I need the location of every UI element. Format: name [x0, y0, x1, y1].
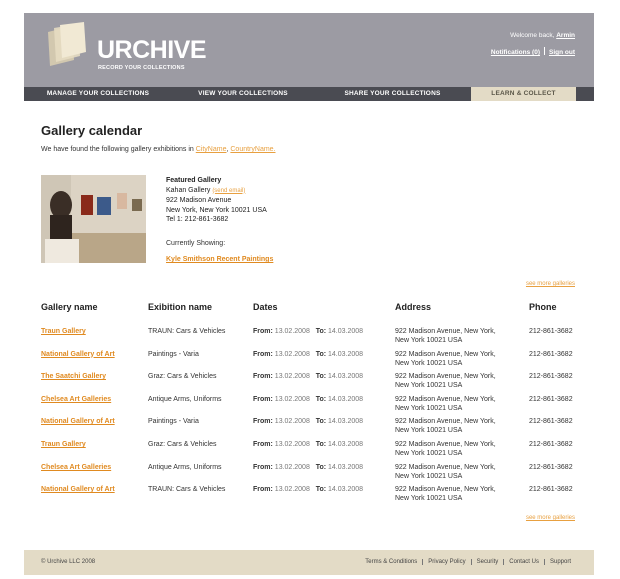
header-gallery-name: Gallery name: [41, 302, 98, 312]
exhibition-name: Graz: Cars & Vehicles: [148, 373, 217, 381]
exhibition-name: Paintings - Varia: [148, 350, 199, 358]
to-label: To:: [315, 328, 327, 335]
to-label: To:: [315, 441, 327, 448]
footer-support-link[interactable]: Support: [544, 559, 576, 565]
address-cell: [395, 372, 496, 390]
username-link[interactable]: Armin: [556, 32, 575, 39]
featured-heading: Featured Gallery: [166, 177, 222, 184]
featured-address-1: 922 Madison Avenue: [166, 197, 232, 204]
featured-address-2: New York, New York 10021 USA: [166, 206, 267, 214]
address-line-2: New York 10021 USA: [395, 382, 463, 390]
address-cell: [395, 463, 496, 481]
site-footer: [24, 550, 594, 575]
from-date: 13.02.2008: [274, 395, 310, 403]
site-header: [24, 13, 594, 87]
from-date: 13.02.2008: [274, 463, 310, 471]
from-date: 13.02.2008: [274, 350, 310, 358]
address-line-1: 922 Madison Avenue, New York,: [395, 373, 496, 381]
address-line-2: New York 10021 USA: [395, 337, 463, 344]
notifications-link[interactable]: Notifications (0): [490, 49, 540, 56]
gallery-name-cell: [41, 395, 111, 404]
signout-link[interactable]: Sign out: [549, 49, 575, 56]
from-label: From:: [253, 418, 273, 426]
footer-security-link[interactable]: Security: [471, 559, 504, 565]
intro-sentence: We have found the following gallery exhibitions in: [41, 146, 194, 153]
to-date: 14.03.2008: [328, 395, 364, 403]
exhibition-name: TRAUN: Cars & Vehicles: [148, 328, 226, 335]
featured-gallery-name: Kahan Gallery: [166, 186, 211, 194]
address-cell: [395, 417, 496, 435]
from-label: From:: [253, 373, 273, 381]
see-more-galleries-top[interactable]: see more galleries: [525, 281, 575, 287]
gallery-name-link[interactable]: National Gallery of Art: [41, 350, 115, 358]
exhibition-name: Antique Arms, Uniforms: [148, 463, 222, 471]
header-address: Address: [395, 302, 432, 312]
nav-view-collections[interactable]: VIEW YOUR COLLECTIONS: [198, 90, 288, 97]
main-nav: [24, 87, 594, 101]
address-cell: [395, 395, 496, 413]
gallery-name-link[interactable]: Traun Gallery: [41, 328, 86, 335]
from-date: 13.02.2008: [274, 373, 310, 381]
address-line-2: New York 10021 USA: [395, 472, 463, 480]
city-link[interactable]: CityName: [195, 146, 227, 153]
phone-number: 212-861-3682: [529, 463, 573, 471]
phone-number: 212-861-3682: [529, 328, 573, 335]
address-cell: [395, 440, 496, 458]
address-line-2: New York 10021 USA: [395, 359, 463, 367]
dates-cell: [253, 463, 363, 472]
address-line-1: 922 Madison Avenue, New York,: [395, 350, 496, 358]
phone-number: 212-861-3682: [529, 418, 573, 426]
intro-text: We have found the following gallery exhibitions in CityName, CountryName.: [41, 146, 276, 153]
current-exhibition-link[interactable]: Kyle Smithson Recent Paintings: [166, 256, 274, 263]
exhibition-name: TRAUN: Cars & Vehicles: [148, 486, 226, 494]
address-line-1: 922 Madison Avenue, New York,: [395, 328, 496, 335]
dates-cell: [253, 440, 363, 449]
address-cell: [395, 327, 496, 345]
header-exhibition-name: Exibition name: [148, 302, 213, 312]
gallery-name-link[interactable]: Traun Gallery: [41, 441, 86, 448]
address-line-1: 922 Madison Avenue, New York,: [395, 418, 496, 426]
address-cell: [395, 350, 496, 368]
exhibition-name: Antique Arms, Uniforms: [148, 395, 222, 403]
gallery-name-cell: [41, 440, 86, 449]
to-label: To:: [315, 350, 327, 358]
exhibition-name: Paintings - Varia: [148, 418, 199, 426]
from-date: 13.02.2008: [274, 418, 310, 426]
from-label: From:: [253, 350, 273, 358]
featured-gallery-photo: [41, 175, 146, 263]
table-row: [24, 350, 594, 372]
featured-gallery: [166, 176, 267, 225]
from-date: 13.02.2008: [274, 486, 310, 494]
brand-tagline: RECORD YOUR COLLECTIONS: [98, 65, 185, 71]
to-date: 14.03.2008: [328, 418, 364, 426]
divider: [544, 47, 545, 55]
table-row: [24, 417, 594, 439]
page-frame: [24, 13, 594, 575]
table-row: [24, 372, 594, 394]
phone-number: 212-861-3682: [529, 441, 573, 448]
nav-manage-collections[interactable]: MANAGE YOUR COLLECTIONS: [46, 90, 150, 97]
copyright: © Urchive LLC 2008: [41, 559, 96, 565]
address-line-1: 922 Madison Avenue, New York,: [395, 395, 496, 403]
to-label: To:: [315, 418, 327, 426]
country-link[interactable]: CountryName.: [230, 146, 276, 153]
address-line-2: New York 10021 USA: [395, 427, 463, 435]
to-label: To:: [315, 395, 327, 403]
dates-cell: [253, 372, 363, 381]
from-date: 13.02.2008: [274, 328, 310, 335]
phone-number: 212-861-3682: [529, 486, 573, 494]
address-line-1: 922 Madison Avenue, New York,: [395, 463, 496, 471]
gallery-name-link[interactable]: Chelsea Art Galleries: [41, 463, 112, 471]
to-label: To:: [315, 486, 327, 494]
gallery-name-link[interactable]: National Gallery of Art: [41, 486, 115, 494]
to-label: To:: [315, 373, 327, 381]
welcome-prefix: Welcome back,: [510, 32, 555, 39]
account-links: [491, 47, 575, 56]
phone-number: 212-861-3682: [529, 350, 573, 358]
dates-cell: [253, 327, 363, 336]
table-row: [24, 485, 594, 507]
currently-showing-label: Currently Showing:: [166, 240, 226, 247]
table-row: [24, 327, 594, 349]
dates-cell: [253, 350, 363, 359]
table-row: [24, 463, 594, 485]
gallery-name-link[interactable]: The Saatchi Gallery: [41, 373, 106, 381]
nav-share-collections[interactable]: SHARE YOUR COLLECTIONS: [344, 90, 441, 97]
gallery-name-link[interactable]: Chelsea Art Galleries: [41, 395, 112, 403]
from-label: From:: [253, 328, 273, 335]
address-cell: [395, 485, 496, 503]
welcome-message: [510, 32, 575, 39]
see-more-galleries-bottom[interactable]: see more galleries: [525, 515, 575, 521]
gallery-name-cell: [41, 485, 115, 494]
send-email-link[interactable]: (send email): [212, 187, 246, 194]
to-date: 14.03.2008: [328, 350, 364, 358]
table-row: [24, 395, 594, 417]
dates-cell: [253, 395, 363, 404]
to-date: 14.03.2008: [328, 373, 364, 381]
footer-terms-link[interactable]: Terms & Conditions: [365, 559, 418, 565]
address-line-2: New York 10021 USA: [395, 450, 463, 457]
gallery-name-cell: [41, 463, 111, 472]
address-line-2: New York 10021 USA: [395, 495, 463, 503]
to-label: To:: [315, 463, 327, 471]
address-line-2: New York 10021 USA: [395, 404, 463, 412]
gallery-name-cell: [41, 417, 115, 426]
to-date: 14.03.2008: [328, 328, 364, 335]
footer-privacy-link[interactable]: Privacy Policy: [422, 559, 470, 565]
to-date: 14.03.2008: [328, 486, 364, 494]
footer-contact-link[interactable]: Contact Us: [503, 559, 544, 565]
phone-number: 212-861-3682: [529, 395, 573, 403]
gallery-name-cell: [41, 327, 86, 336]
nav-learn-collect[interactable]: LEARN & COLLECT: [471, 87, 576, 101]
featured-tel: Tel 1: 212-861-3682: [166, 216, 229, 223]
dates-cell: [253, 485, 363, 494]
from-label: From:: [253, 463, 273, 471]
header-dates: Dates: [253, 302, 278, 312]
from-label: From:: [253, 441, 273, 448]
stacked-pages-logo-icon[interactable]: [44, 22, 94, 66]
from-label: From:: [253, 486, 273, 494]
table-row: [24, 440, 594, 462]
address-line-1: 922 Madison Avenue, New York,: [395, 441, 496, 448]
gallery-name-cell: [41, 350, 115, 359]
to-date: 14.03.2008: [328, 441, 364, 448]
to-date: 14.03.2008: [328, 463, 364, 471]
from-label: From:: [253, 395, 273, 403]
gallery-name-link[interactable]: National Gallery of Art: [41, 418, 115, 426]
address-line-1: 922 Madison Avenue, New York,: [395, 486, 496, 494]
page-title: Gallery calendar: [41, 123, 143, 138]
header-phone: Phone: [529, 302, 557, 312]
exhibition-name: Graz: Cars & Vehicles: [148, 441, 217, 448]
brand-name[interactable]: URCHIVE: [97, 36, 207, 64]
phone-number: 212-861-3682: [529, 373, 573, 381]
footer-links: [360, 559, 576, 565]
from-date: 13.02.2008: [274, 441, 310, 448]
gallery-name-cell: [41, 372, 106, 381]
dates-cell: [253, 417, 363, 426]
